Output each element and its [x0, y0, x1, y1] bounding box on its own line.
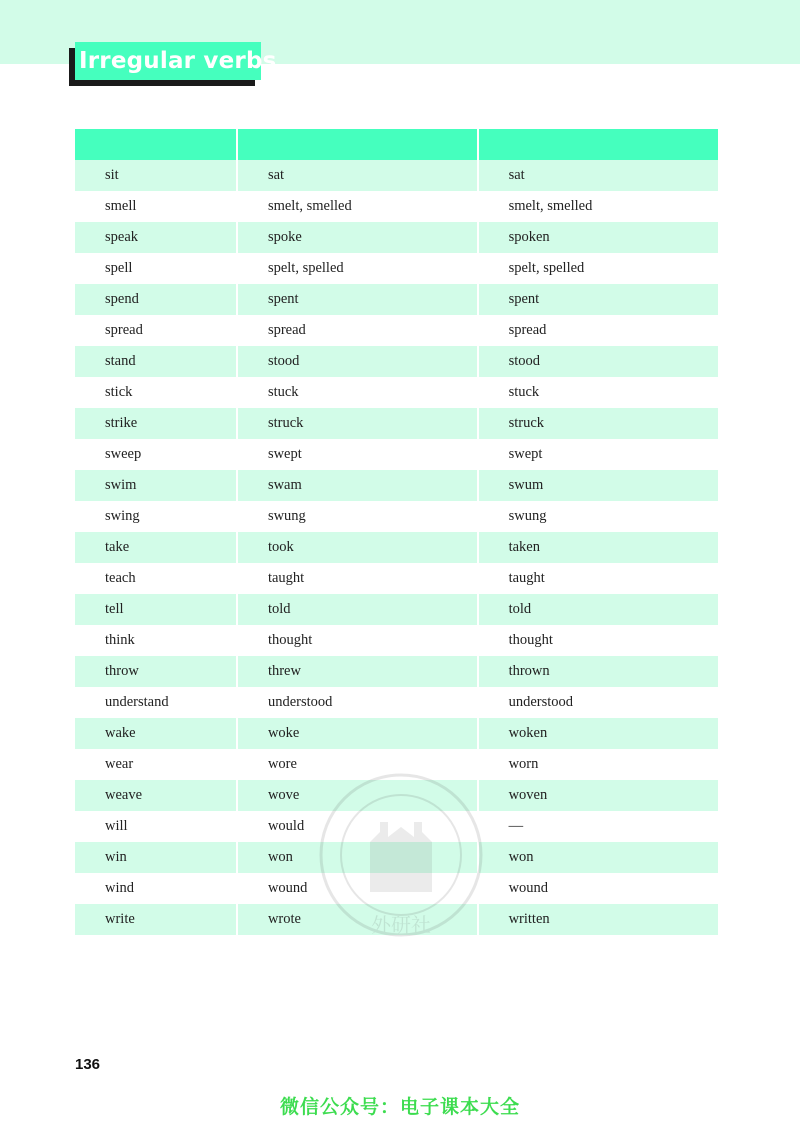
column-header-base [75, 129, 236, 160]
base-form-cell: wind [75, 873, 236, 904]
base-form-cell: swing [75, 501, 236, 532]
past-simple-cell: swung [236, 501, 477, 532]
table-row [75, 315, 718, 346]
past-participle-cell: written [477, 904, 718, 935]
past-simple-cell: stuck [236, 377, 477, 408]
past-simple-cell: sat [236, 160, 477, 191]
past-participle-cell: thrown [477, 656, 718, 687]
past-simple-cell: spent [236, 284, 477, 315]
past-participle-cell: spent [477, 284, 718, 315]
table-row [75, 873, 718, 904]
past-simple-cell: woke [236, 718, 477, 749]
past-simple-cell: spoke [236, 222, 477, 253]
table-row [75, 594, 718, 625]
base-form-cell: spend [75, 284, 236, 315]
past-simple-cell: taught [236, 563, 477, 594]
table-header-row [75, 129, 718, 160]
wechat-account-note: 微信公众号：电子课本大全 [279, 1096, 520, 1118]
page-number: 136 [75, 1056, 101, 1073]
past-participle-cell: taught [477, 563, 718, 594]
table-row [75, 687, 718, 718]
table-body [75, 160, 718, 935]
table-row [75, 346, 718, 377]
table-row [75, 470, 718, 501]
table-row [75, 625, 718, 656]
irregular-verbs-table [75, 129, 718, 935]
base-form-cell: stick [75, 377, 236, 408]
table-row [75, 780, 718, 811]
base-form-cell: sit [75, 160, 236, 191]
base-form-cell: wake [75, 718, 236, 749]
past-participle-cell: stuck [477, 377, 718, 408]
past-simple-cell: won [236, 842, 477, 873]
past-simple-cell: struck [236, 408, 477, 439]
past-participle-cell: understood [477, 687, 718, 718]
table-row [75, 191, 718, 222]
base-form-cell: strike [75, 408, 236, 439]
table-row [75, 842, 718, 873]
past-simple-cell: wrote [236, 904, 477, 935]
table-row [75, 656, 718, 687]
past-simple-cell: thought [236, 625, 477, 656]
past-simple-cell: threw [236, 656, 477, 687]
past-participle-cell: spoken [477, 222, 718, 253]
table-row [75, 749, 718, 780]
past-participle-cell: woken [477, 718, 718, 749]
base-form-cell: think [75, 625, 236, 656]
table-row [75, 222, 718, 253]
past-participle-cell: stood [477, 346, 718, 377]
base-form-cell: teach [75, 563, 236, 594]
past-simple-cell: spelt, spelled [236, 253, 477, 284]
past-simple-cell: stood [236, 346, 477, 377]
past-participle-cell: worn [477, 749, 718, 780]
table-row [75, 563, 718, 594]
table-row [75, 253, 718, 284]
base-form-cell: weave [75, 780, 236, 811]
base-form-cell: speak [75, 222, 236, 253]
past-participle-cell: — [477, 811, 718, 842]
past-participle-cell: won [477, 842, 718, 873]
base-form-cell: throw [75, 656, 236, 687]
column-header-past [236, 129, 477, 160]
page-title: Irregular verbs [75, 42, 261, 80]
past-participle-cell: thought [477, 625, 718, 656]
base-form-cell: stand [75, 346, 236, 377]
past-participle-cell: smelt, smelled [477, 191, 718, 222]
past-participle-cell: struck [477, 408, 718, 439]
past-simple-cell: swam [236, 470, 477, 501]
table-row [75, 377, 718, 408]
past-participle-cell: told [477, 594, 718, 625]
past-simple-cell: wore [236, 749, 477, 780]
table-row [75, 284, 718, 315]
past-participle-cell: wound [477, 873, 718, 904]
table-row [75, 532, 718, 563]
past-simple-cell: spread [236, 315, 477, 346]
table-row [75, 501, 718, 532]
past-participle-cell: spread [477, 315, 718, 346]
base-form-cell: spell [75, 253, 236, 284]
table-row [75, 160, 718, 191]
past-participle-cell: taken [477, 532, 718, 563]
past-participle-cell: woven [477, 780, 718, 811]
base-form-cell: take [75, 532, 236, 563]
past-simple-cell: understood [236, 687, 477, 718]
base-form-cell: write [75, 904, 236, 935]
table-row [75, 718, 718, 749]
past-participle-cell: swum [477, 470, 718, 501]
column-header-participle [477, 129, 718, 160]
past-participle-cell: sat [477, 160, 718, 191]
base-form-cell: smell [75, 191, 236, 222]
past-simple-cell: told [236, 594, 477, 625]
past-simple-cell: smelt, smelled [236, 191, 477, 222]
table-row [75, 811, 718, 842]
past-simple-cell: wound [236, 873, 477, 904]
table-row [75, 904, 718, 935]
section-title-banner [69, 42, 277, 86]
past-participle-cell: swung [477, 501, 718, 532]
past-simple-cell: swept [236, 439, 477, 470]
base-form-cell: will [75, 811, 236, 842]
base-form-cell: wear [75, 749, 236, 780]
base-form-cell: understand [75, 687, 236, 718]
base-form-cell: sweep [75, 439, 236, 470]
table-row [75, 439, 718, 470]
past-simple-cell: took [236, 532, 477, 563]
base-form-cell: tell [75, 594, 236, 625]
base-form-cell: win [75, 842, 236, 873]
base-form-cell: swim [75, 470, 236, 501]
base-form-cell: spread [75, 315, 236, 346]
past-simple-cell: wove [236, 780, 477, 811]
table-row [75, 408, 718, 439]
past-participle-cell: swept [477, 439, 718, 470]
past-participle-cell: spelt, spelled [477, 253, 718, 284]
past-simple-cell: would [236, 811, 477, 842]
